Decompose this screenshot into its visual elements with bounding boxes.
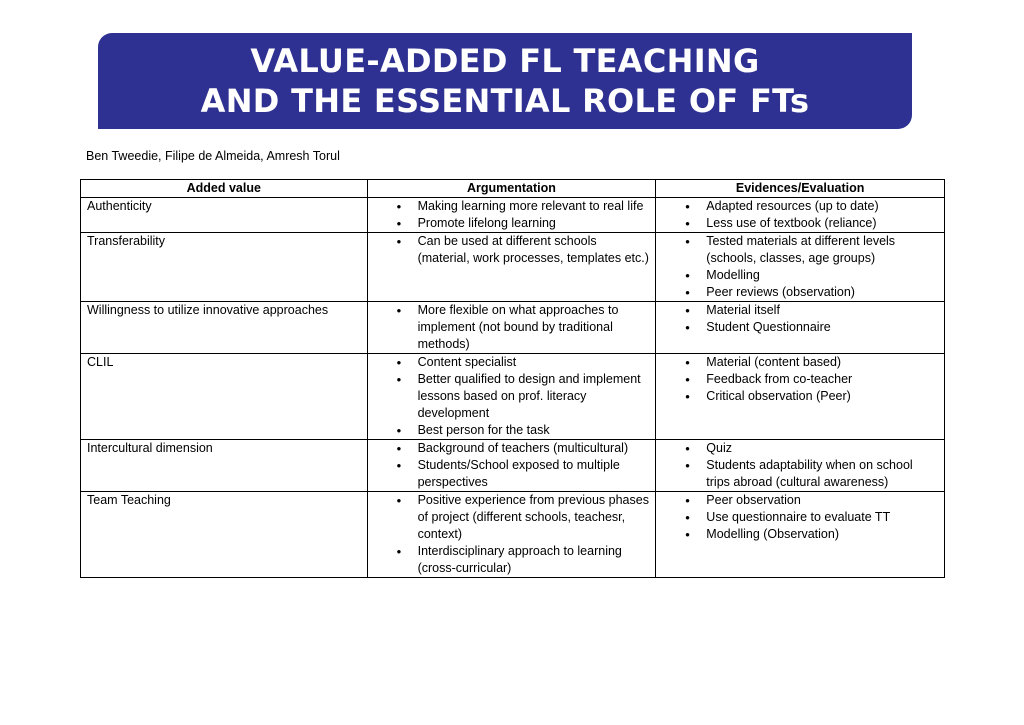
list-item: • Critical observation (Peer) <box>706 388 939 405</box>
list-item: • Modelling (Observation) <box>706 526 939 543</box>
argumentation-list <box>373 492 651 577</box>
list-item: • Modelling <box>706 267 939 284</box>
evidence-cell <box>656 354 945 440</box>
evidence-cell <box>656 233 945 302</box>
evidence-cell <box>656 198 945 233</box>
list-item: • Feedback from co-teacher <box>706 371 939 388</box>
list-item: • Background of teachers (multicultural) <box>418 440 651 457</box>
list-item: • Peer observation <box>706 492 939 509</box>
table-row <box>81 492 945 578</box>
table-row <box>81 198 945 233</box>
header-added-value: Added value <box>81 180 368 198</box>
table-header-row <box>81 180 945 198</box>
list-item: • Less use of textbook (reliance) <box>706 215 939 232</box>
added-value-cell: Transferability <box>81 233 368 302</box>
added-value-cell: Intercultural dimension <box>81 440 368 492</box>
list-item: • Making learning more relevant to real life <box>418 198 651 215</box>
list-item: • Use questionnaire to evaluate TT <box>706 509 939 526</box>
list-item: • Peer reviews (observation) <box>706 284 939 301</box>
title-banner <box>98 33 912 129</box>
title-line-1: VALUE-ADDED FL TEACHING <box>250 42 760 80</box>
list-item: • Interdisciplinary approach to learning (cross-curricular) <box>418 543 651 577</box>
list-item: • Material (content based) <box>706 354 939 371</box>
argumentation-list <box>373 198 651 232</box>
list-item: • More flexible on what approaches to implement (not bound by traditional methods) <box>418 302 651 353</box>
evidence-list <box>661 354 939 405</box>
header-evidences: Evidences/Evaluation <box>656 180 945 198</box>
argumentation-list <box>373 302 651 353</box>
added-value-cell: Willingness to utilize innovative approaches <box>81 302 368 354</box>
list-item: • Content specialist <box>418 354 651 371</box>
table-row <box>81 302 945 354</box>
list-item: • Material itself <box>706 302 939 319</box>
evidence-list <box>661 440 939 491</box>
argumentation-cell <box>367 354 656 440</box>
argumentation-cell <box>367 302 656 354</box>
list-item: • Adapted resources (up to date) <box>706 198 939 215</box>
authors: Ben Tweedie, Filipe de Almeida, Amresh Torul <box>86 149 340 163</box>
value-added-table <box>80 179 945 578</box>
list-item: • Tested materials at different levels (schools, classes, age groups) <box>706 233 939 267</box>
list-item: • Promote lifelong learning <box>418 215 651 232</box>
header-argumentation: Argumentation <box>367 180 656 198</box>
list-item: • Positive experience from previous phases of project (different schools, teachesr, context) <box>418 492 651 543</box>
list-item: • Best person for the task <box>418 422 651 439</box>
table-row <box>81 440 945 492</box>
list-item: • Better qualified to design and implement lessons based on prof. literacy development <box>418 371 651 422</box>
evidence-list <box>661 302 939 336</box>
title-line-2: AND THE ESSENTIAL ROLE OF FTs <box>200 82 810 120</box>
table-row <box>81 354 945 440</box>
argumentation-list <box>373 233 651 267</box>
added-value-cell: CLIL <box>81 354 368 440</box>
argumentation-cell <box>367 198 656 233</box>
argumentation-cell <box>367 492 656 578</box>
evidence-list <box>661 233 939 301</box>
list-item: • Student Questionnaire <box>706 319 939 336</box>
evidence-cell <box>656 440 945 492</box>
added-value-cell: Authenticity <box>81 198 368 233</box>
evidence-cell <box>656 302 945 354</box>
evidence-list <box>661 492 939 543</box>
list-item: • Students/School exposed to multiple perspectives <box>418 457 651 491</box>
table-row <box>81 233 945 302</box>
argumentation-list <box>373 354 651 439</box>
argumentation-cell <box>367 440 656 492</box>
argumentation-cell <box>367 233 656 302</box>
list-item: • Students adaptability when on school trips abroad (cultural awareness) <box>706 457 939 491</box>
evidence-cell <box>656 492 945 578</box>
argumentation-list <box>373 440 651 491</box>
list-item: • Quiz <box>706 440 939 457</box>
evidence-list <box>661 198 939 232</box>
list-item: • Can be used at different schools (material, work processes, templates etc.) <box>418 233 651 267</box>
added-value-cell: Team Teaching <box>81 492 368 578</box>
